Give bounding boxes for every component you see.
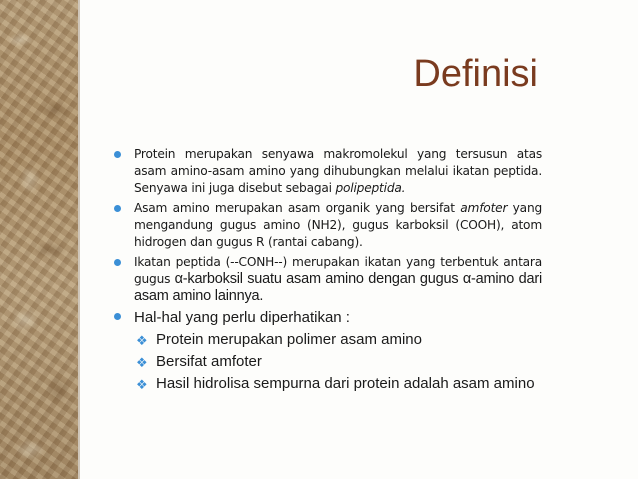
diamond-bullet-icon: ❖ — [136, 333, 148, 348]
diamond-bullet-icon: ❖ — [136, 355, 148, 370]
bullet-1-emphasis: polipeptida. — [335, 181, 406, 195]
crumpled-paper-texture — [0, 0, 78, 479]
bullet-1-text: Protein merupakan senyawa makromolekul yang tersusun atas asam amino-asam amino yang dihubungkan melalui ikatan peptida. Senyawa ini juga disebut sebagai — [134, 147, 542, 195]
bullet-item-3 — [112, 254, 542, 305]
slide-content — [112, 146, 542, 396]
sub-bullet-2-text: Bersifat amfoter — [156, 353, 262, 370]
bullet-dot-icon — [114, 259, 121, 266]
bullet-item-1 — [112, 146, 542, 197]
bullet-3-text-b: α-karboksil suatu asam amino dengan gugus α-amino dari asam amino lainnya. — [134, 271, 542, 304]
sub-bullet-item-3 — [112, 374, 542, 393]
diamond-bullet-icon: ❖ — [136, 377, 148, 392]
bullet-item-2 — [112, 200, 542, 251]
bullet-dot-icon — [114, 313, 121, 320]
sub-bullet-item-1 — [112, 330, 542, 349]
sub-bullet-item-2 — [112, 352, 542, 371]
bullet-3-text-a: Ikatan peptida (--CONH--) merupakan ikatan yang terbentuk antara gugus — [134, 255, 542, 286]
bullet-2-text-b: yang mengandung gugus amino (NH2), gugus karboksil (COOH), atom hidrogen dan gugus R (rantai cabang). — [134, 201, 542, 249]
sub-bullet-3-text: Hasil hidrolisa sempurna dari protein adalah asam amino — [156, 375, 535, 392]
bullet-4-text: Hal-hal yang perlu diperhatikan : — [134, 309, 350, 326]
texture-edge — [78, 0, 80, 479]
sub-bullet-1-text: Protein merupakan polimer asam amino — [156, 331, 422, 348]
bullet-item-4 — [112, 308, 542, 327]
bullet-dot-icon — [114, 151, 121, 158]
bullet-2-emphasis: amfoter — [460, 201, 508, 215]
bullet-dot-icon — [114, 205, 121, 212]
slide-title: Definisi — [413, 53, 538, 95]
bullet-2-text-a: Asam amino merupakan asam organik yang bersifat — [134, 201, 461, 215]
